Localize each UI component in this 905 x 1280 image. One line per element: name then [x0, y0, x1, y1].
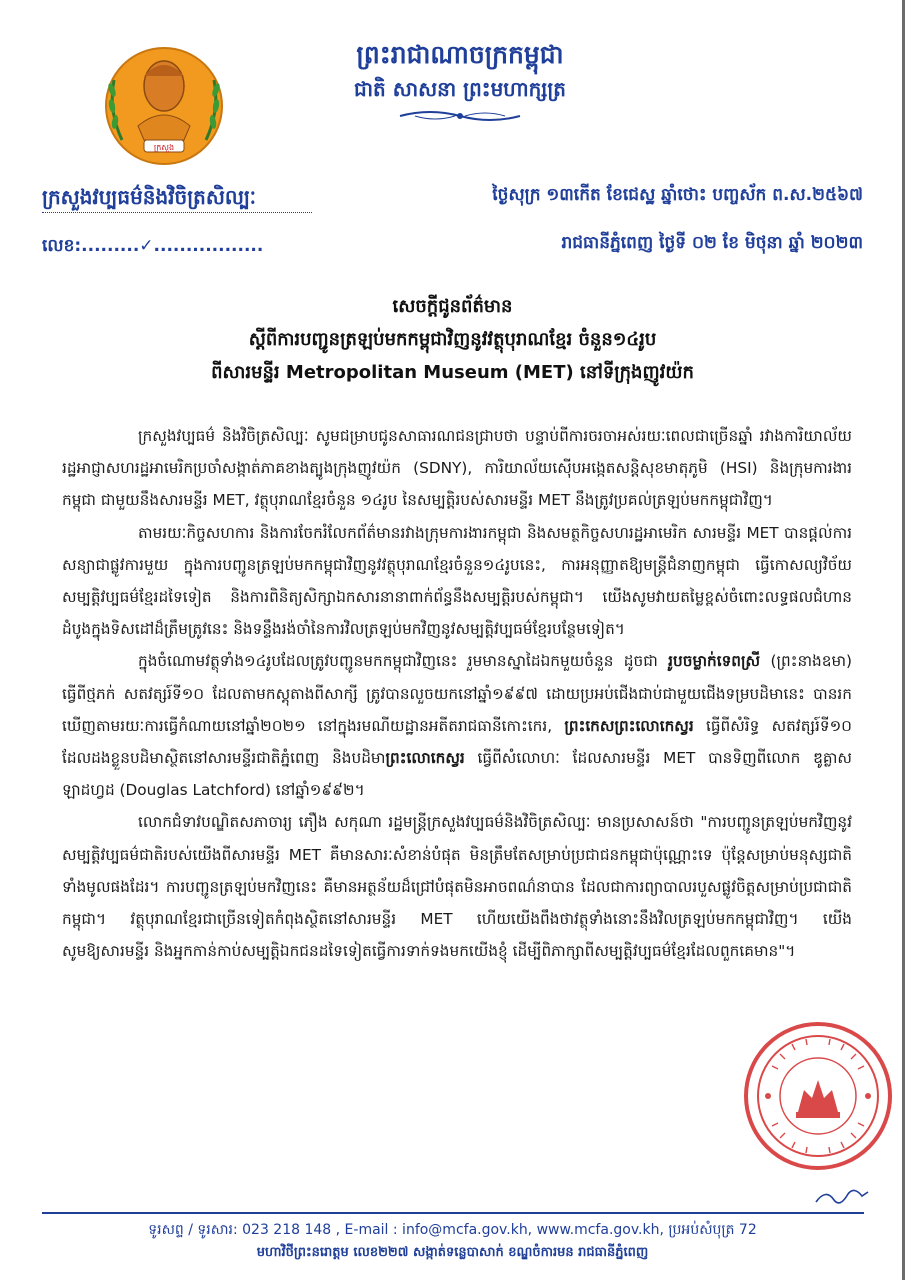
paragraph-2: តាមរយៈកិច្ចសហការ និងការចែករំលែកព័ត៌មានរវាងក្រុមការងារកម្ពុជា និងសមត្ថកិច្ចសហរដ្ឋអាមេរិក សារមន្ទីរ MET បានផ្ដល់ការសន្យាជាផ្លូវការមួយ ក្នុងការបញ្ជូនត្រឡប់មកកម្ពុជាវិញនូវវត្ថុបុរាណខ្មែរចំនួន១៤រូបនេះ, ការអនុញ្ញាតឱ្យមន្ត្រីជំនាញកម្ពុជា ធ្វើកោសល្យវិច័យសម្បត្តិវប្បធម៌ខ្មែរដទៃទៀត និងការពិនិត្យសិក្សាឯកសារនានាពាក់ព័ន្ធនឹងសម្បត្តិរបស់កម្ពុជា។ យើងសូមវាយតម្លៃខ្ពស់ចំពោះលទ្ធផលជំហានដំបូងក្នុងទិសដៅដ៏ត្រឹមត្រូវនេះ និងទន្ទឹងរង់ចាំនៃការវិលត្រឡប់មកវិញនូវសម្បត្តិវប្បធម៌ខ្មែរបន្ថែមទៀត។ [62, 523, 852, 639]
paragraph-3 [62, 645, 852, 806]
logo-text: ក្រសួង [153, 143, 175, 152]
document-titles [60, 290, 845, 389]
signature-mark [812, 1180, 872, 1210]
ministry-logo [100, 40, 228, 170]
title-subject: ស្ដីពីការបញ្ជូនត្រឡប់មកកម្ពុជាវិញនូវវត្ថុបុរាណខ្មែរ ចំនួន១៤រូប [248, 329, 657, 350]
p3-highlight-lokesvara: ព្រះលោកេស្វរ [385, 749, 465, 768]
solar-date: រាជធានីភ្នំពេញ ថ្ងៃទី ០២ ខែ មិថុនា ឆ្នាំ ២០២៣ [561, 233, 863, 253]
p3-highlight-head: ព្រះកេសព្រះលោកេស្វរ [564, 716, 694, 735]
p3-highlight-devi: រូបចម្លាក់ទេពស្រី [668, 652, 761, 671]
paragraph-4: លោកជំទាវបណ្ឌិតសភាចារ្យ ភឿង សកុណា រដ្ឋមន្ត្រីក្រសួងវប្បធម៌និងវិចិត្រសិល្បៈ មានប្រសាសន៍ថា "ការបញ្ជូនត្រឡប់មកវិញនូវសម្បត្តិវប្បធម៌ជាតិរបស់យើងពីសារមន្ទីរ MET គឺមានសារៈសំខាន់បំផុត មិនត្រឹមតែសម្រាប់ប្រជាជនកម្ពុជាប៉ុណ្ណោះទេ ប៉ុន្តែសម្រាប់មនុស្សជាតិទាំងមូលផងដែរ។ ការបញ្ជូនត្រឡប់មកវិញនេះ គឺមានអត្ថន័យដ៏ជ្រៅបំផុតមិនអាចពណ៌នាបាន ដែលជាការព្យាបាលរបួសផ្លូវចិត្តសម្រាប់ប្រជាជាតិកម្ពុជា។ វត្ថុបុរាណខ្មែរជាច្រើនទៀតកំពុងស្ថិតនៅសារមន្ទីរ MET ហើយយើងពឹងថាវត្ថុទាំងនោះនឹងវិលត្រឡប់មកកម្ពុជាវិញ។ យើងសូមឱ្យសារមន្ទីរ និងអ្នកកាន់កាប់សម្បត្តិឯកជនដទៃទៀតធ្វើការទាក់ទងមកយើងខ្ញុំ ដើម្បីពិភាក្សាពីសម្បត្តិវប្បធម៌ខ្មែរដែលពួកគេមាន"។ [62, 813, 852, 961]
p3-text-g: ធ្វើពីសំលោហៈ ដែលសារមន្ទីរ MET បានទិញពីលោក ឌូគ្លាស ឡាដហ្វដ (Douglas Latchford) នៅឆ្នាំ១៩៩២។ [62, 749, 852, 800]
footer-divider [42, 1212, 864, 1214]
title-source: ពីសារមន្ទីរ Metropolitan Museum (MET) នៅទីក្រុងញូវយ៉ក [211, 362, 694, 383]
kingdom-title: ព្រះរាជាណាចក្រកម្ពុជា [356, 40, 564, 69]
ministry-name: ក្រសួងវប្បធម៌និងវិចិត្រសិល្បៈ [42, 185, 257, 209]
ornament-divider-icon [395, 108, 525, 124]
document-body [62, 420, 852, 967]
ministry-underline [42, 212, 312, 213]
lunar-date: ថ្ងៃសុក្រ ១៣កើត ខែជេស្ឋ ឆ្នាំថោះ បញ្ចស័ក ព.ស.២៥៦៧ [492, 185, 863, 205]
footer-address: មហាវិថីព្រះនរោត្ដម លេខ២២៧ សង្កាត់ទន្លេបាសាក់ ខណ្ឌចំការមន រាជធានីភ្នំពេញ [256, 1245, 649, 1260]
p3-text-c: (ព្រះនាងឧមា) ធ្វើពីថ្មភក់ សតវត្សរ៍ទី១០ ដែលតាមកស្ដុតាងពីសាក្សី ត្រូវបានលួចយកនៅឆ្នាំ១៩៩៧ ដោយប្រអប់ជើងជាប់ជាមួយជើងទម្របដិមានេះ បានរកឃើញតាមរយៈការធ្វើកំណាយនៅឆ្នាំ២០២១ នៅក្នុងរមណីយដ្ឋានអតីតរាជធានីកោះកេរ, [62, 652, 852, 735]
national-motto: ជាតិ សាសនា ព្រះមហាក្សត្រ [354, 77, 566, 101]
official-seal-stamp [742, 1020, 894, 1172]
paragraph-1: ក្រសួងវប្បធម៌ និងវិចិត្រសិល្បៈ សូមជម្រាបជូនសាធារណជនជ្រាបថា បន្ទាប់ពីការចរចាអស់រយៈពេលជាច្រើនឆ្នាំ រវាងការិយាល័យរដ្ឋអាជ្ញាសហរដ្ឋអាមេរិកប្រចាំសង្កាត់ភាគខាងត្បូងក្រុងញូវយ៉ក (SDNY), ការិយាល័យស៊ើបអង្កេតសន្តិសុខមាតុភូមិ (HSI) និងក្រុមការងារកម្ពុជា ជាមួយនឹងសារមន្ទីរ MET, វត្ថុបុរាណខ្មែរចំនួន ១៤រូប នៃសម្បត្តិរបស់សារមន្ទីរ MET នឹងត្រូវប្រគល់ត្រឡប់មកកម្ពុជាវិញ។ [62, 427, 852, 510]
header-center [300, 38, 620, 124]
p3-text-a: ក្នុងចំណោមវត្ថុទាំង១៤រូបដែលត្រូវបញ្ជូនមកកម្ពុជាវិញនេះ រួមមានស្នាដៃឯកមួយចំនួន ដូចជា [138, 652, 658, 671]
reference-number: លេខ:.........✓................. [42, 236, 264, 256]
p3-text-e: ធ្វើពីសំរិទ្ធ សតវត្សរ៍ទី១០ ដែលដងខ្លួនបដិមាស្ថិតនៅសារមន្ទីរជាតិភ្នំពេញ និងបដិមា [62, 716, 852, 768]
title-main: សេចក្ដីជូនព័ត៌មាន [392, 296, 513, 317]
footer-contact: ទូរសព្ទ / ទូរសារ: 023 218 148 , E-mail : info@mcfa.gov.kh, www.mcfa.gov.kh, ប្រអប់សំបុត្រ 72 [148, 1222, 757, 1238]
